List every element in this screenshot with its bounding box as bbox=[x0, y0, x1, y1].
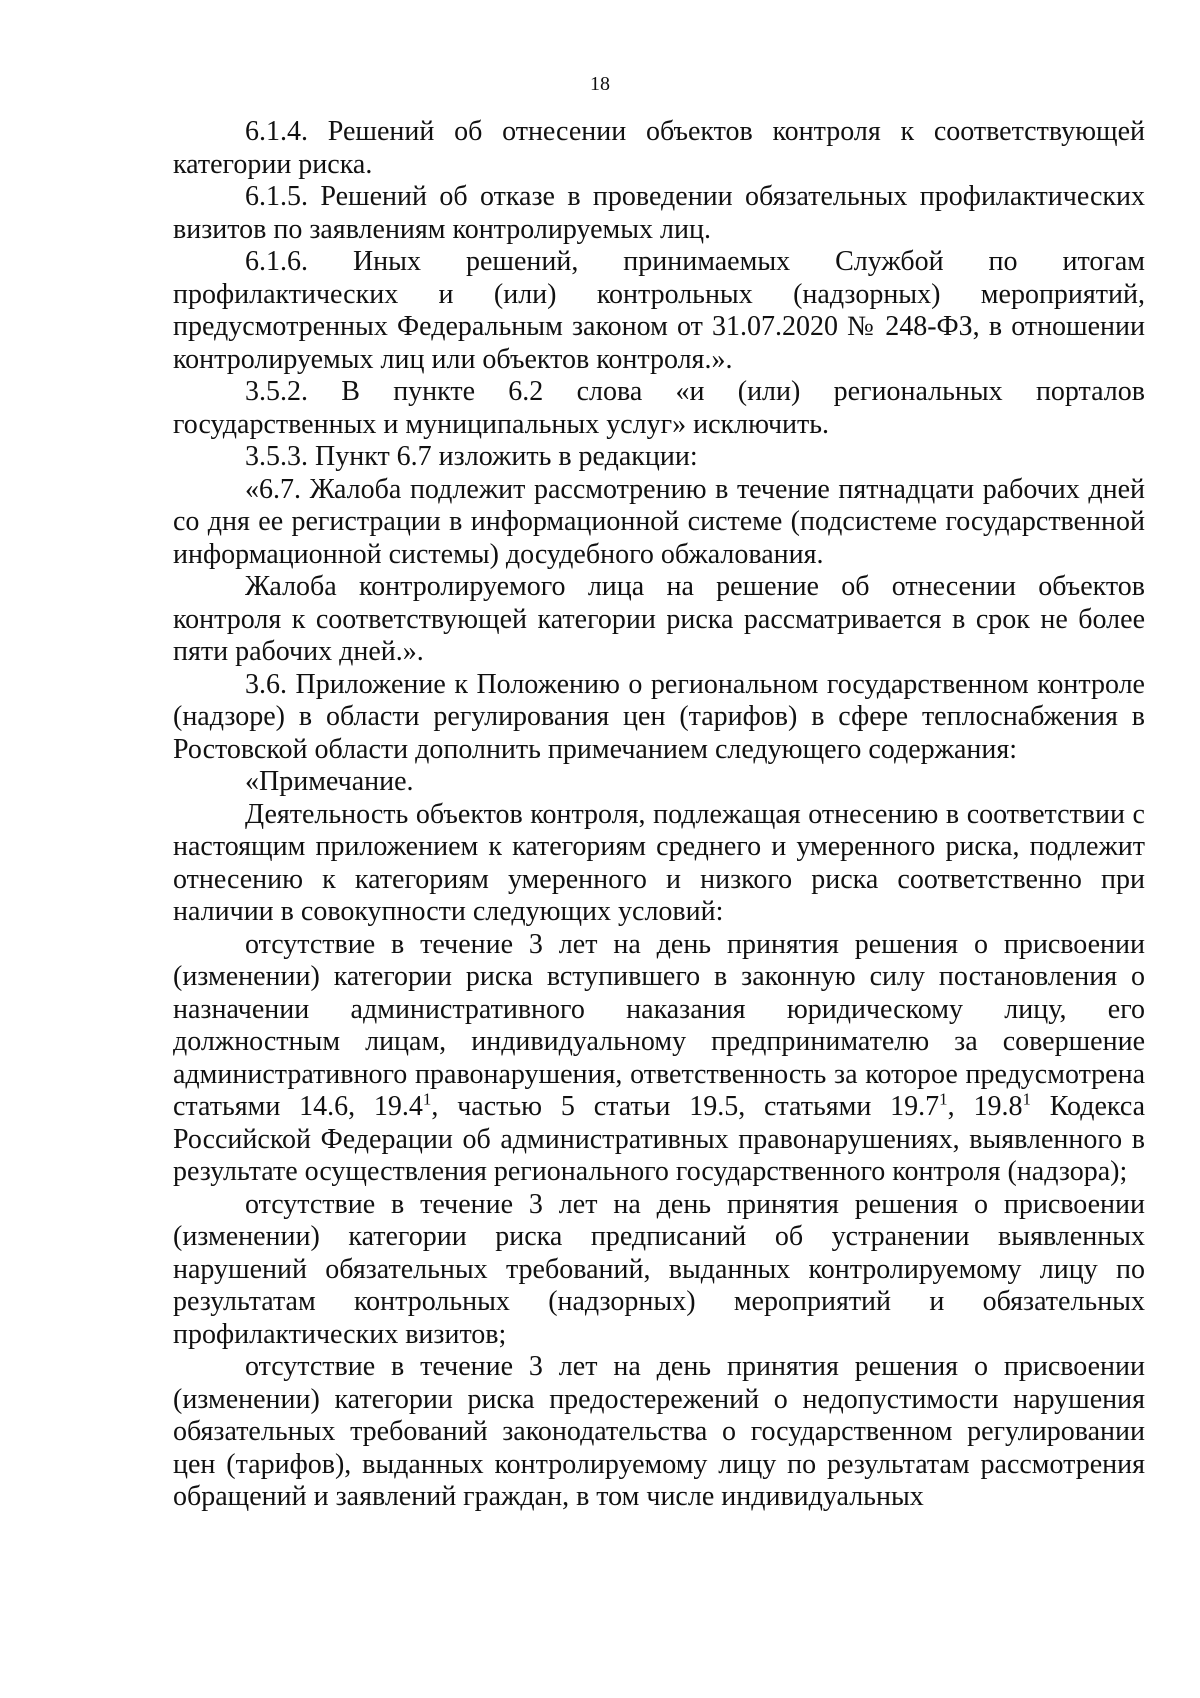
superscript-1: 1 bbox=[939, 1089, 948, 1109]
paragraph-condition-2: отсутствие в течение 3 лет на день принятия решения о присвоении (изменении) категории риска предписаний об устранении выявленных нарушений обязательных требований, выданных контролируемому лицу по результатам контрольных (надзорных) мероприятий и обязательных профилактических визитов; bbox=[173, 1188, 1145, 1350]
superscript-1: 1 bbox=[1022, 1089, 1031, 1109]
condition-1-text-b: , частью 5 статьи 19.5, статьями 19.7 bbox=[431, 1091, 940, 1122]
paragraph-activity: Деятельность объектов контроля, подлежащая отнесению в соответствии с настоящим приложением к категориям среднего и умеренного риска, подлежит отнесению к категориям умеренного и низкого риска соответственно при наличии в совокупности следующих условий: bbox=[173, 798, 1145, 927]
paragraph-condition-1 bbox=[173, 929, 1145, 1189]
paragraph-6-1-4: 6.1.4. Решений об отнесении объектов контроля к соответствующей категории риска. bbox=[173, 116, 1145, 180]
condition-1-text-c: , 19.8 bbox=[947, 1091, 1023, 1122]
paragraph-condition-3: отсутствие в течение 3 лет на день принятия решения о присвоении (изменении) категории риска предостережений о недопустимости нарушения обязательных требований законодательства о государственном регулировании цен (тарифов), выданных контролируемому лицу по результатам рассмотрения обращений и заявлений граждан, в том числе индивидуальных bbox=[173, 1351, 1145, 1512]
paragraph-6-1-6: 6.1.6. Иных решений, принимаемых Службой по итогам профилактических и (или) контрольных (надзорных) мероприятий, предусмотренных Федеральным законом от 31.07.2020 № 248-ФЗ, в отношении контролируемых лиц или объектов контроля.». bbox=[173, 246, 1145, 375]
paragraph-6-1-5: 6.1.5. Решений об отказе в проведении обязательных профилактических визитов по заявлениям контролируемых лиц. bbox=[173, 181, 1145, 245]
paragraph-6-7: «6.7. Жалоба подлежит рассмотрению в течение пятнадцати рабочих дней со дня ее регистрации в информационной системе (подсистеме государственной информационной системы) досудебного обжалования. bbox=[173, 473, 1145, 570]
page-number: 18 bbox=[590, 73, 610, 95]
condition-1-text-d: Кодекса Российской Федерации об административных правонарушениях, выявленного в результате осуществления регионального государственного контроля (надзора); bbox=[173, 1091, 1146, 1187]
paragraph-3-5-3: 3.5.3. Пункт 6.7 изложить в редакции: bbox=[245, 441, 698, 472]
paragraph-3-5-2: 3.5.2. В пункте 6.2 слова «и (или) региональных порталов государственных и муниципальных услуг» исключить. bbox=[173, 376, 1145, 440]
paragraph-complaint-term: Жалоба контролируемого лица на решение об отнесении объектов контроля к соответствующей категории риска рассматривается в срок не более пяти рабочих дней.». bbox=[173, 571, 1145, 667]
superscript-1: 1 bbox=[422, 1089, 432, 1109]
paragraph-3-6: 3.6. Приложение к Положению о региональном государственном контроле (надзоре) в области регулирования цен (тарифов) в сфере теплоснабжения в Ростовской области дополнить примечанием следующего содержания: bbox=[173, 668, 1145, 765]
condition-1-text-a: отсутствие в течение 3 лет на день принятия решения о присвоении (изменении) категории риска вступившего в законную силу постановления о назначении административного наказания юридическому лицу, его должностным лицам, индивидуальному предпринимателю за совершение административного правонарушения, ответственность за которое предусмотрена статьями 14.6, 19.4 bbox=[173, 928, 1145, 1122]
document-body bbox=[173, 116, 1145, 1514]
paragraph-note-title: «Примечание. bbox=[245, 766, 414, 797]
